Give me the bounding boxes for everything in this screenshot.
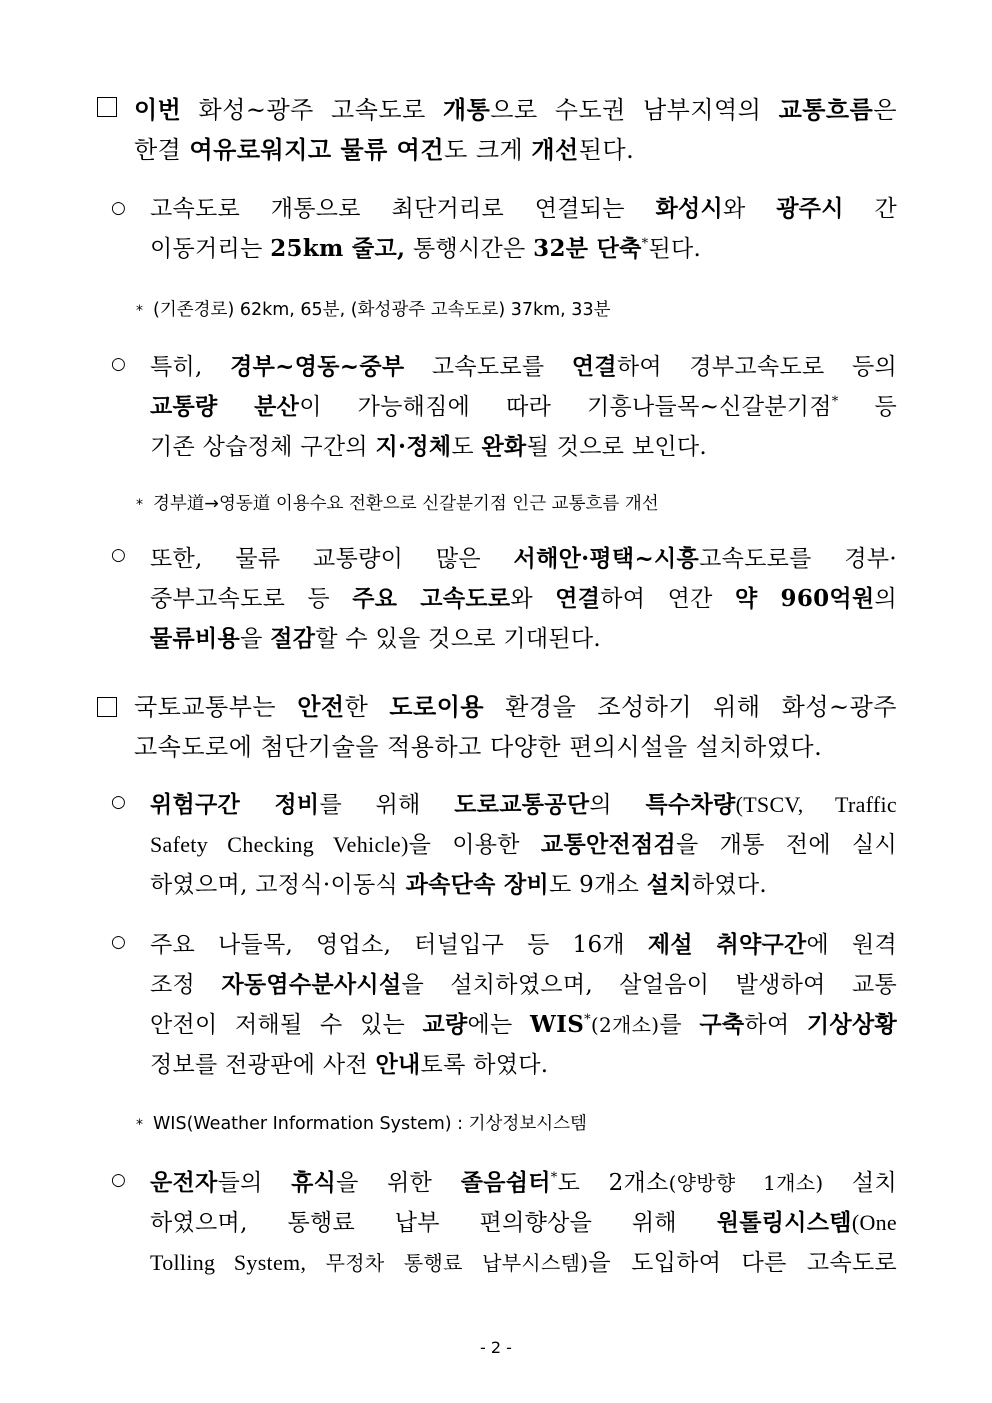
text-line: 교통량 분산이 가능해짐에 따라 기흥나들목~신갈분기점* 등 — [150, 392, 897, 420]
bullet-circle-icon: ○ — [111, 792, 126, 812]
bullet-1-paragraph — [150, 186, 897, 266]
text-line: 주요 나들목, 영업소, 터널입구 등 16개 제설 취약구간에 원격 — [150, 930, 897, 958]
bullet-circle-icon: ○ — [111, 354, 126, 374]
text-line: 기존 상습정체 구간의 지·정체도 완화될 것으로 보인다. — [150, 432, 708, 460]
section-1-paragraph — [134, 87, 897, 167]
bullet-2-paragraph — [150, 344, 897, 464]
text-line: 정보를 전광판에 사전 안내토록 하였다. — [150, 1050, 549, 1078]
text-line: 특히, 경부~영동~중부 고속도로를 연결하여 경부고속도로 등의 — [150, 352, 897, 380]
bullet-circle-icon: ○ — [111, 932, 126, 952]
section-checkbox-icon — [97, 97, 117, 117]
section-checkbox-icon — [97, 697, 117, 717]
text-line: 이번 화성~광주 고속도로 개통으로 수도권 남부지역의 교통흐름은 — [134, 94, 897, 124]
text-line: Safety Checking Vehicle)을 이용한 교통안전점검을 개통 전에 실시 — [150, 830, 897, 858]
text-line: 운전자들의 휴식을 위한 졸음쉼터*도 2개소(양방향 1개소) 설치 — [150, 1168, 897, 1196]
text-line: 안전이 저해될 수 있는 교량에는 WIS*(2개소)를 구축하여 기상상황 — [150, 1010, 897, 1038]
bullet-circle-icon: ○ — [111, 1170, 126, 1190]
text-line: 국토교통부는 안전한 도로이용 환경을 조성하기 위해 화성~광주 — [134, 691, 897, 721]
text-line: 물류비용을 절감할 수 있을 것으로 기대된다. — [150, 624, 602, 652]
text-line: 한결 여유로워지고 물류 여건도 크게 개선된다. — [134, 134, 635, 164]
text-line: 하였으며, 고정식·이동식 과속단속 장비도 9개소 설치하였다. — [150, 870, 767, 898]
text-line: 또한, 물류 교통량이 많은 서해안·평택~시흥고속도로를 경부· — [150, 544, 897, 572]
page-number: - 2 - — [480, 1338, 512, 1357]
text-line: 조정 자동염수분사시설을 설치하였으며, 살얼음이 발생하여 교통 — [150, 970, 897, 998]
bullet-6-paragraph — [150, 1160, 897, 1280]
footnote: * 경부道→영동道 이용수요 전환으로 신갈분기점 인근 교통흐름 개선 — [136, 494, 659, 514]
bullet-4-paragraph — [150, 782, 897, 902]
text-line: 고속도로 개통으로 최단거리로 연결되는 화성시와 광주시 간 — [150, 194, 897, 222]
bullet-3-paragraph — [150, 536, 897, 656]
text-line: Tolling System, 무정차 통행료 납부시스템)을 도입하여 다른 고속도로 — [150, 1249, 897, 1276]
text-line: 하였으며, 통행료 납부 편의향상을 위해 원톨링시스템(One — [150, 1208, 897, 1236]
bullet-circle-icon: ○ — [111, 198, 126, 218]
footnote: * (기존경로) 62km, 65분, (화성광주 고속도로) 37km, 33분 — [136, 300, 611, 320]
section-2-paragraph — [134, 684, 897, 764]
text-line: 중부고속도로 등 주요 고속도로와 연결하여 연간 약 960억원의 — [150, 584, 897, 612]
text-line: 고속도로에 첨단기술을 적용하고 다양한 편의시설을 설치하였다. — [134, 732, 823, 761]
footnote: * WIS(Weather Information System) : 기상정보시스템 — [136, 1114, 587, 1134]
text-line: 위험구간 정비를 위해 도로교통공단의 특수차량(TSCV, Traffic — [150, 790, 897, 818]
text-line: 이동거리는 25km 줄고, 통행시간은 32분 단축*된다. — [150, 234, 702, 262]
bullet-circle-icon: ○ — [111, 545, 126, 565]
bullet-5-paragraph — [150, 922, 897, 1082]
